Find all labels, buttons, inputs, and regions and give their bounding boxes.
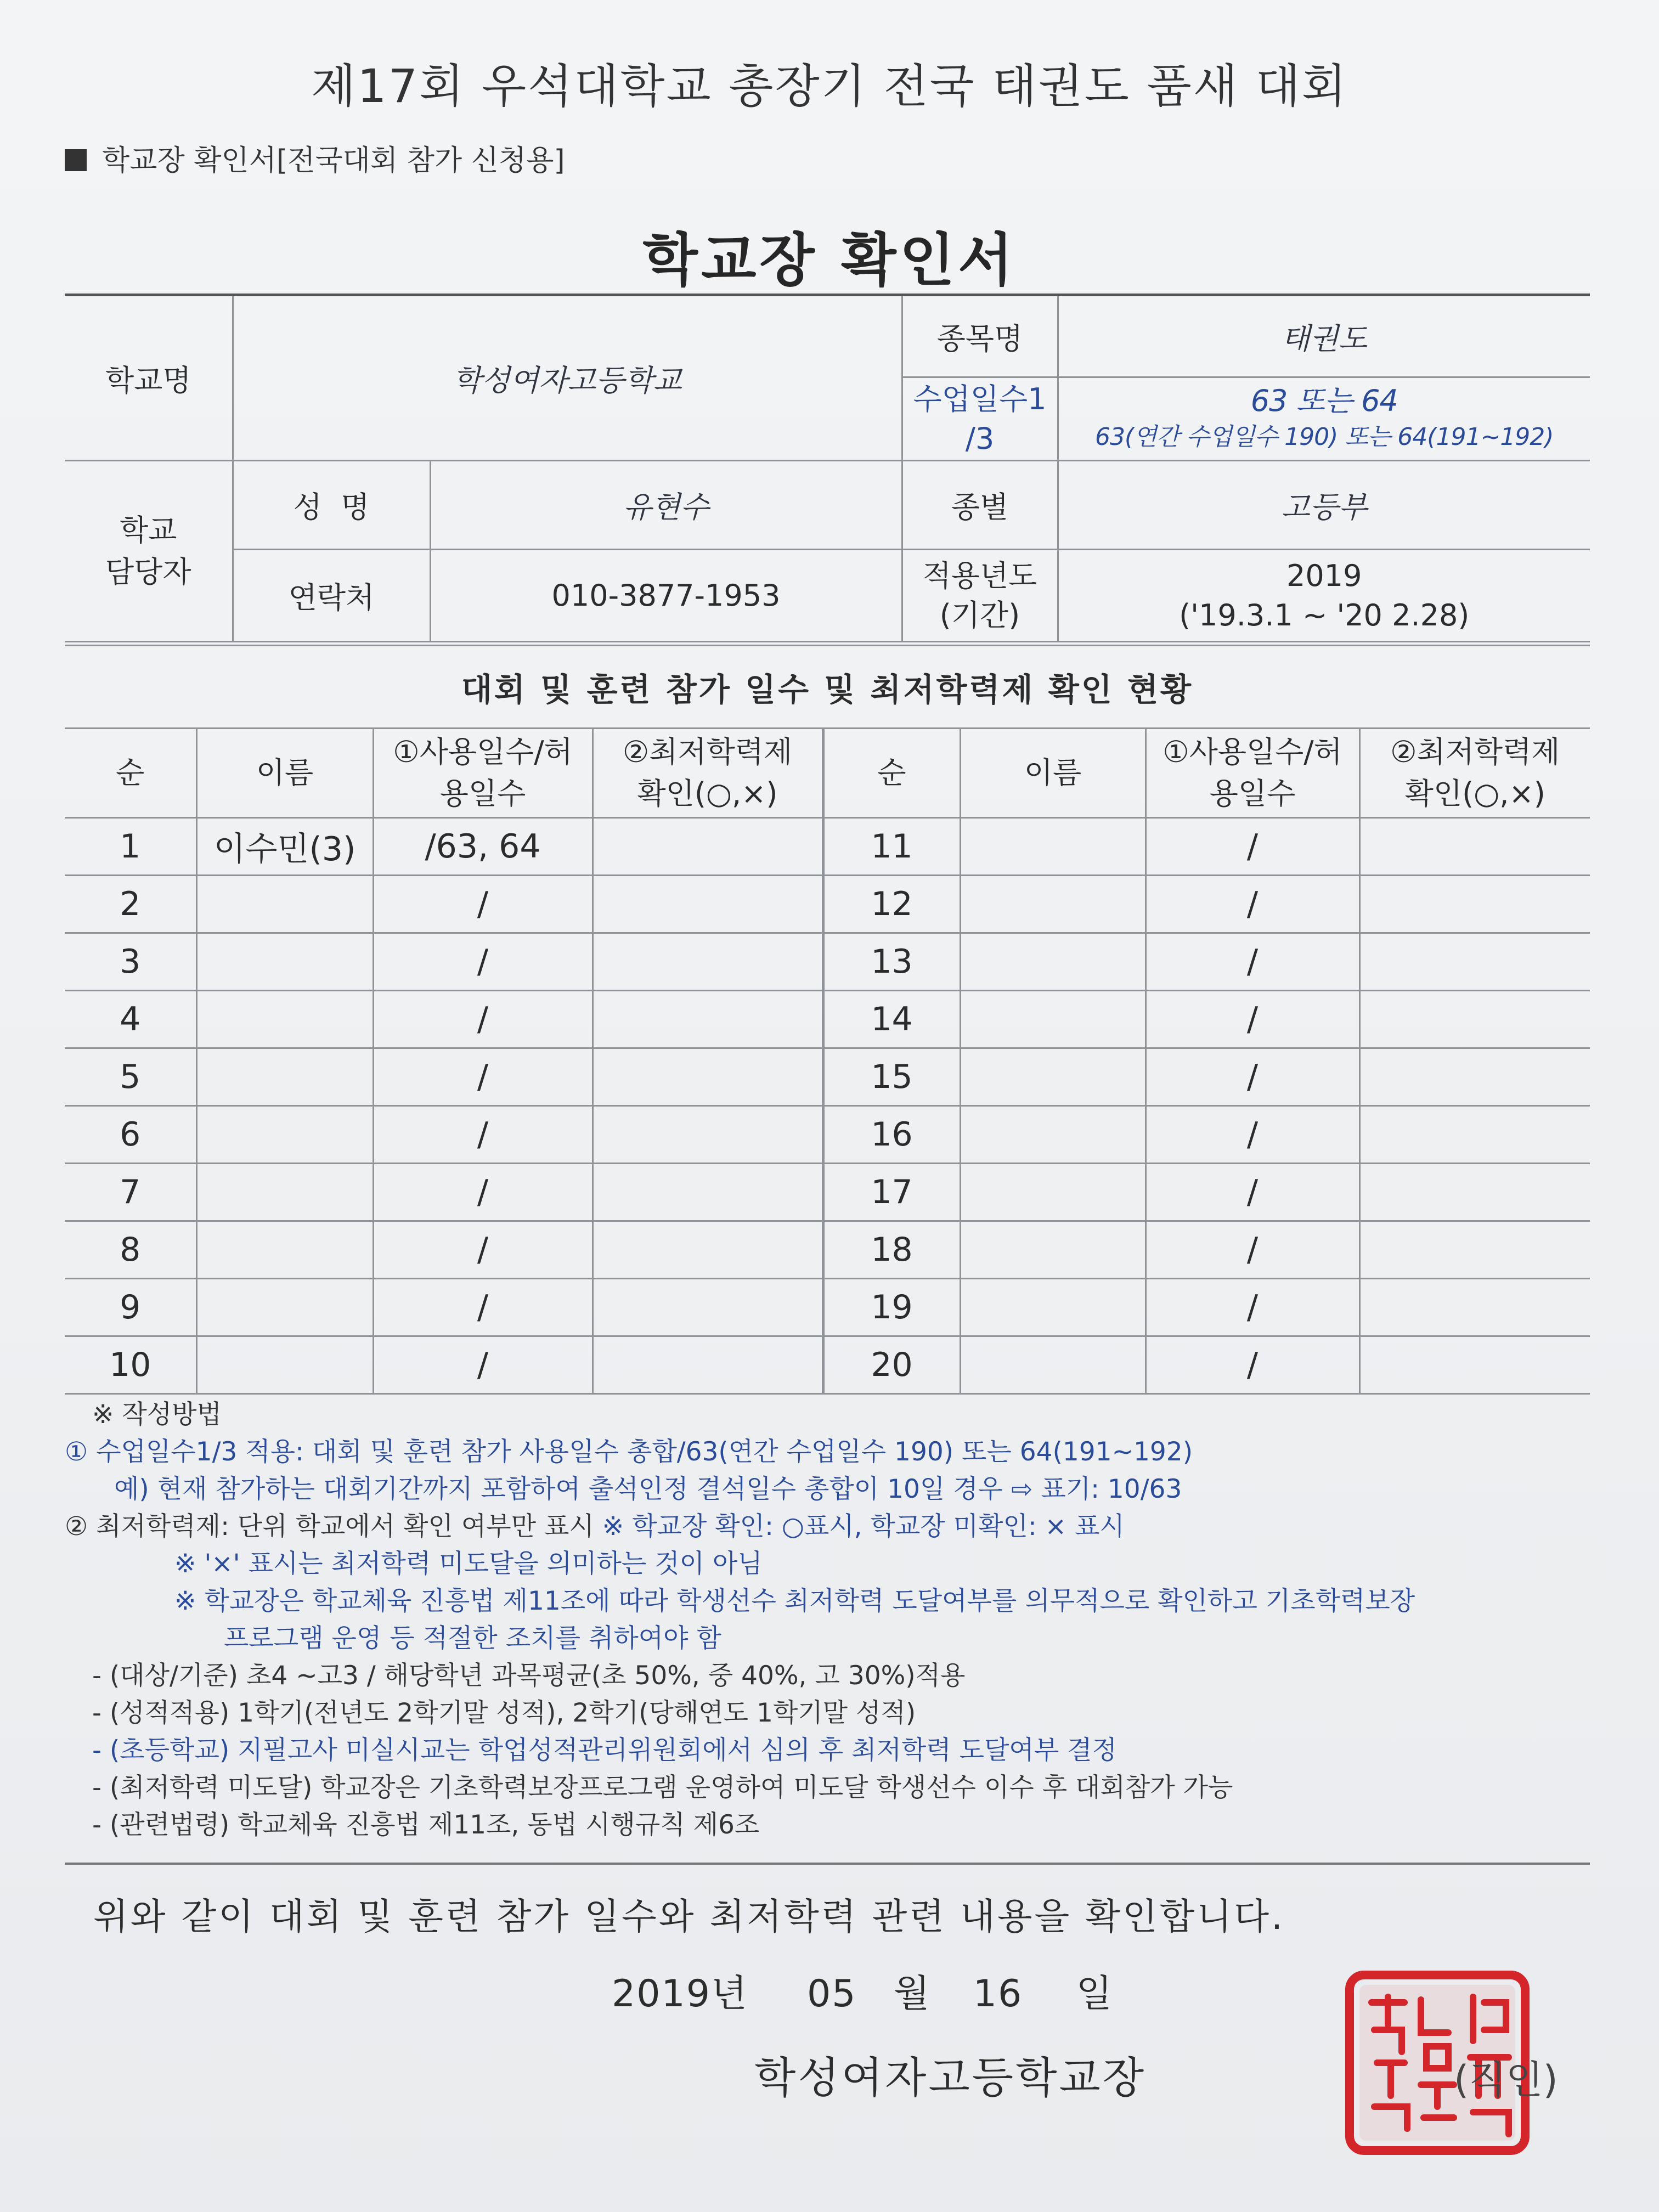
category-value: 고등부 bbox=[1058, 461, 1590, 550]
contact-person-label bbox=[65, 461, 233, 642]
header-days-right-line1: ①사용일수/허 bbox=[1163, 735, 1342, 769]
row-check-cell bbox=[592, 1106, 823, 1164]
section-divider bbox=[65, 1863, 1590, 1865]
row-check-cell bbox=[1359, 1279, 1590, 1336]
header-no-right: 순 bbox=[823, 729, 960, 818]
year-value-line1: 2019 bbox=[1286, 558, 1362, 593]
year-value bbox=[1058, 550, 1590, 642]
phone-label: 연락처 bbox=[233, 550, 430, 642]
header-days bbox=[373, 729, 592, 818]
class-days-label-line1: 수업일수1 bbox=[913, 381, 1047, 416]
row-days-cell: / bbox=[1146, 1336, 1359, 1394]
square-bullet-icon bbox=[65, 149, 87, 171]
row-name-cell bbox=[196, 876, 373, 933]
row-name-cell bbox=[960, 876, 1146, 933]
note-line-2: 예) 현재 참가하는 대회기간까지 포함하여 출석인정 결석일수 총합이 10일 경우 ⇨ 표기: 10/63 bbox=[114, 1474, 1182, 1504]
row-days-cell: / bbox=[373, 1221, 592, 1279]
row-name-cell bbox=[960, 933, 1146, 991]
class-days-label bbox=[902, 377, 1058, 461]
year-label-line2: (기간) bbox=[939, 597, 1020, 633]
event-label: 종목명 bbox=[902, 295, 1058, 377]
header-min-line1: ②최저학력제 bbox=[622, 735, 793, 769]
note-line-8: - (성적적용) 1학기(전년도 2학기말 성적), 2학기(당해연도 1학기말 성적) bbox=[92, 1698, 916, 1728]
class-days-value-line2: 63(연간 수업일수 190) 또는 64(191~192) bbox=[1095, 422, 1554, 451]
note-line-5: ※ 학교장은 학교체육 진흥법 제11조에 따라 학생선수 최저학력 도달여부를 의무적으로 확인하고 기초학력보장 bbox=[174, 1586, 1415, 1616]
header-days-line1: ①사용일수/허 bbox=[393, 735, 573, 769]
status-header-row bbox=[65, 729, 1590, 818]
date-month: 05 bbox=[807, 1972, 857, 2016]
header-min-right-line1: ②최저학력제 bbox=[1390, 735, 1560, 769]
table-row bbox=[65, 1164, 1590, 1221]
header-days-right bbox=[1146, 729, 1359, 818]
row-name-cell bbox=[196, 1221, 373, 1279]
row-check-cell bbox=[1359, 1336, 1590, 1394]
note-line-3a: ② 최저학력제: 단위 학교에서 확인 여부만 표시 bbox=[65, 1511, 594, 1542]
class-days-value bbox=[1058, 377, 1590, 461]
row-check-cell bbox=[1359, 933, 1590, 991]
table-row bbox=[65, 818, 1590, 876]
row-days-cell: / bbox=[1146, 1106, 1359, 1164]
row-days-cell: / bbox=[373, 991, 592, 1048]
year-label bbox=[902, 550, 1058, 642]
row-name-cell bbox=[196, 933, 373, 991]
row-days-cell: / bbox=[1146, 933, 1359, 991]
contact-person-label-line1: 학교 bbox=[120, 512, 177, 548]
note-line-7: - (대상/기준) 초4 ~고3 / 해당학년 과목평균(초 50%, 중 40%, 고 30%)적용 bbox=[92, 1661, 966, 1691]
row-name-cell bbox=[196, 991, 373, 1048]
writing-instructions bbox=[65, 1396, 1601, 1844]
header-min-line2: 확인(○,×) bbox=[637, 776, 778, 811]
row-no-cell: 7 bbox=[65, 1164, 196, 1221]
year-label-line1: 적용년도 bbox=[922, 558, 1037, 593]
row-no-cell: 2 bbox=[65, 876, 196, 933]
row-name-cell bbox=[196, 1279, 373, 1336]
row-no-cell: 16 bbox=[823, 1106, 960, 1164]
row-check-cell bbox=[592, 876, 823, 933]
form-subtitle-text: 학교장 확인서[전국대회 참가 신청용] bbox=[102, 144, 565, 177]
note-line-3 bbox=[65, 1508, 1601, 1545]
row-check-cell bbox=[1359, 1048, 1590, 1106]
form-subtitle bbox=[65, 137, 565, 178]
row-days-cell: / bbox=[373, 1048, 592, 1106]
row-no-cell: 8 bbox=[65, 1221, 196, 1279]
note-line-6: 프로그램 운영 등 적절한 조치를 취하여야 함 bbox=[224, 1623, 721, 1654]
row-name-cell bbox=[196, 1336, 373, 1394]
status-body bbox=[65, 818, 1590, 1394]
row-no-cell: 14 bbox=[823, 991, 960, 1048]
table-row bbox=[65, 1048, 1590, 1106]
row-name-cell bbox=[960, 1336, 1146, 1394]
row-no-cell: 15 bbox=[823, 1048, 960, 1106]
document-title: 학교장 확인서 bbox=[642, 227, 1017, 294]
row-name-cell bbox=[960, 1221, 1146, 1279]
row-days-cell: / bbox=[373, 876, 592, 933]
row-check-cell bbox=[592, 1336, 823, 1394]
row-check-cell bbox=[1359, 1106, 1590, 1164]
header-min-right-line2: 확인(○,×) bbox=[1404, 776, 1545, 811]
row-name-cell bbox=[960, 1164, 1146, 1221]
signature-date bbox=[612, 1964, 1113, 2017]
row-no-cell: 5 bbox=[65, 1048, 196, 1106]
table-row bbox=[65, 933, 1590, 991]
row-days-cell: / bbox=[373, 1279, 592, 1336]
header-min-level-right bbox=[1359, 729, 1590, 818]
row-days-cell: / bbox=[1146, 1221, 1359, 1279]
row-no-cell: 3 bbox=[65, 933, 196, 991]
row-check-cell bbox=[1359, 876, 1590, 933]
row-days-cell: / bbox=[1146, 991, 1359, 1048]
row-days-cell: / bbox=[373, 1336, 592, 1394]
school-name-label: 학교명 bbox=[65, 295, 233, 461]
row-days-cell: / bbox=[373, 933, 592, 991]
row-check-cell bbox=[1359, 1164, 1590, 1221]
school-name-value: 학성여자고등학교 bbox=[233, 295, 902, 461]
row-days-cell: / bbox=[373, 1164, 592, 1221]
table-row bbox=[65, 1106, 1590, 1164]
row-check-cell bbox=[592, 1048, 823, 1106]
row-no-cell: 11 bbox=[823, 818, 960, 876]
row-no-cell: 18 bbox=[823, 1221, 960, 1279]
header-days-right-line2: 용일수 bbox=[1209, 776, 1296, 811]
row-no-cell: 10 bbox=[65, 1336, 196, 1394]
name-value: 유현수 bbox=[430, 461, 902, 550]
row-no-cell: 12 bbox=[823, 876, 960, 933]
name-label: 성 명 bbox=[233, 461, 430, 550]
row-name-cell bbox=[960, 1106, 1146, 1164]
row-no-cell: 1 bbox=[65, 818, 196, 876]
row-name-cell bbox=[960, 1279, 1146, 1336]
table-row bbox=[65, 991, 1590, 1048]
note-line-3b: ※ 학교장 확인: ○표시, 학교장 미확인: × 표시 bbox=[594, 1511, 1125, 1542]
row-name-cell bbox=[196, 1106, 373, 1164]
row-name-cell bbox=[196, 1048, 373, 1106]
seal-note: (직인) bbox=[1454, 2057, 1558, 2102]
note-line-4: ※ '×' 표시는 최저학력 미도달을 의미하는 것이 아님 bbox=[174, 1549, 763, 1579]
row-check-cell bbox=[592, 933, 823, 991]
row-days-cell: / bbox=[373, 1106, 592, 1164]
row-check-cell bbox=[1359, 991, 1590, 1048]
contact-person-label-line2: 담당자 bbox=[105, 554, 191, 589]
row-name-cell bbox=[960, 991, 1146, 1048]
table-row bbox=[65, 1336, 1590, 1394]
row-check-cell bbox=[1359, 1221, 1590, 1279]
header-no: 순 bbox=[65, 729, 196, 818]
table-row bbox=[65, 876, 1590, 933]
row-check-cell bbox=[592, 1221, 823, 1279]
row-check-cell bbox=[1359, 818, 1590, 876]
table-row bbox=[65, 1221, 1590, 1279]
row-days-cell: / bbox=[1146, 1164, 1359, 1221]
row-days-cell: /63, 64 bbox=[373, 818, 592, 876]
note-line-11: - (관련법령) 학교체육 진흥법 제11조, 동법 시행규칙 제6조 bbox=[92, 1810, 760, 1840]
table-row bbox=[65, 1279, 1590, 1336]
year-value-line2: ('19.3.1 ~ '20 2.28) bbox=[1179, 597, 1470, 633]
row-days-cell: / bbox=[1146, 1279, 1359, 1336]
row-no-cell: 4 bbox=[65, 991, 196, 1048]
row-no-cell: 6 bbox=[65, 1106, 196, 1164]
school-info-table bbox=[65, 294, 1590, 642]
date-month-unit: 월 bbox=[893, 1972, 931, 2016]
notes-heading: ※ 작성방법 bbox=[92, 1400, 222, 1430]
row-name-cell bbox=[196, 1164, 373, 1221]
header-min-level bbox=[592, 729, 823, 818]
note-line-9: - (초등학교) 지필고사 미실시교는 학업성적관리위원회에서 심의 후 최저학력 도달여부 결정 bbox=[92, 1735, 1117, 1765]
row-check-cell bbox=[592, 991, 823, 1048]
note-line-1: ① 수업일수1/3 적용: 대회 및 훈련 참가 사용일수 총합/63(연간 수업일수 190) 또는 64(191~192) bbox=[65, 1437, 1193, 1467]
row-check-cell bbox=[592, 818, 823, 876]
row-check-cell bbox=[592, 1164, 823, 1221]
date-day: 16 bbox=[973, 1972, 1023, 2016]
date-year: 2019년 bbox=[612, 1972, 748, 2016]
phone-value: 010-3877-1953 bbox=[430, 550, 902, 642]
row-days-cell: / bbox=[1146, 818, 1359, 876]
status-section-title: 대회 및 훈련 참가 일수 및 최저학력제 확인 현황 bbox=[65, 646, 1590, 729]
date-day-unit: 일 bbox=[1076, 1972, 1114, 2016]
row-name-cell bbox=[960, 818, 1146, 876]
row-days-cell: / bbox=[1146, 876, 1359, 933]
row-days-cell: / bbox=[1146, 1048, 1359, 1106]
principal-signature: 학성여자고등학교장 bbox=[754, 2053, 1147, 2103]
confirmation-statement: 위와 같이 대회 및 훈련 참가 일수와 최저학력 관련 내용을 확인합니다. bbox=[93, 1895, 1285, 1938]
event-value: 태권도 bbox=[1058, 295, 1590, 377]
row-no-cell: 20 bbox=[823, 1336, 960, 1394]
class-days-value-line1: 63 또는 64 bbox=[1250, 383, 1398, 418]
note-line-10: - (최저학력 미도달) 학교장은 기초학력보장프로그램 운영하여 미도달 학생선수 이수 후 대회참가 가능 bbox=[92, 1773, 1233, 1803]
contest-title: 제17회 우석대학교 총장기 전국 태권도 품새 대회 bbox=[311, 59, 1348, 113]
row-no-cell: 9 bbox=[65, 1279, 196, 1336]
row-name-cell bbox=[960, 1048, 1146, 1106]
header-days-line2: 용일수 bbox=[439, 776, 526, 811]
row-check-cell bbox=[592, 1279, 823, 1336]
row-name-cell: 이수민(3) bbox=[196, 818, 373, 876]
row-no-cell: 17 bbox=[823, 1164, 960, 1221]
category-label: 종별 bbox=[902, 461, 1058, 550]
participation-status-table bbox=[65, 645, 1590, 1395]
header-name-right: 이름 bbox=[960, 729, 1146, 818]
row-no-cell: 13 bbox=[823, 933, 960, 991]
header-name: 이름 bbox=[196, 729, 373, 818]
class-days-label-line2: /3 bbox=[965, 421, 995, 456]
row-no-cell: 19 bbox=[823, 1279, 960, 1336]
